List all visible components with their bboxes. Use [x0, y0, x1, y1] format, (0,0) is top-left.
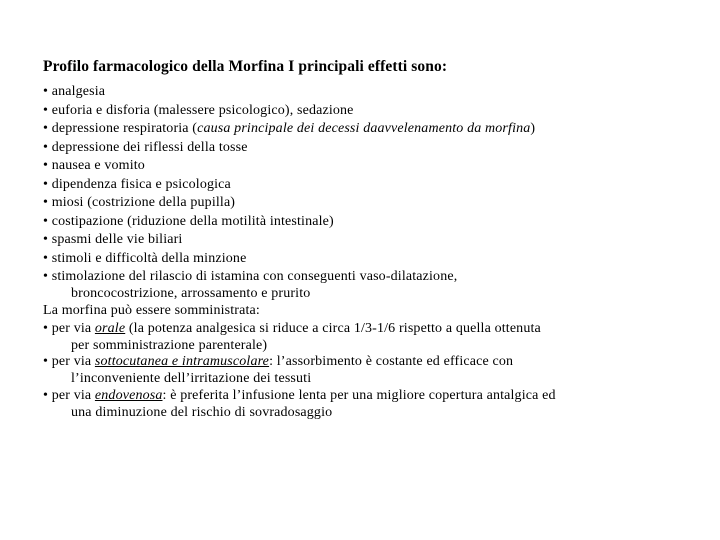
route-text: (la potenza analgesica si riduce a circa 1/3-1/6 rispetto a quella ottenuta: [125, 320, 541, 336]
bullet: •: [43, 84, 49, 99]
effect-text: ): [530, 121, 536, 136]
bullet: •: [43, 213, 49, 229]
admin-intro: La morfina può essere somministrata:: [43, 302, 260, 318]
effect-text: nausea e vomito: [51, 158, 145, 173]
bullet: •: [43, 232, 49, 247]
effect-text-continuation: broncocostrizione, arrossamento e prurito: [71, 286, 311, 301]
list-item: [43, 176, 703, 194]
list-item: [43, 320, 703, 353]
effect-text: miosi (costrizione della pupilla): [51, 195, 236, 210]
list-item: [43, 139, 703, 157]
route-italic-text: endovenosa: [94, 387, 163, 403]
route-text-continuation: l’inconveniente dell’irritazione dei tessuti: [71, 371, 312, 386]
bullet: •: [43, 121, 49, 136]
effect-text: depressione dei riflessi della tosse: [51, 139, 248, 155]
bullet: •: [43, 158, 49, 173]
list-item: [43, 194, 703, 212]
effect-text: euforia e disforia (malessere psicologico), sedazione: [51, 102, 354, 118]
effect-text: dipendenza fisica e psicologica: [51, 176, 231, 192]
list-item: [43, 213, 703, 231]
route-text: per via: [51, 320, 95, 336]
route-text: per via: [51, 354, 95, 369]
route-text: per via: [51, 387, 95, 403]
effect-italic-text: causa principale dei decessi daavvelenamento da morfina: [197, 121, 531, 136]
bullet: •: [43, 195, 49, 210]
slide-content: [43, 57, 703, 420]
route-italic-text: orale: [94, 320, 126, 336]
list-item: [43, 353, 703, 386]
route-text: : è preferita l’infusione lenta per una migliore copertura antalgica ed: [162, 387, 556, 403]
list-item: [43, 83, 703, 101]
bullet: •: [43, 269, 49, 284]
effect-text: depressione respiratoria (: [51, 121, 198, 136]
bullet: •: [43, 354, 49, 369]
route-text: : l’assorbimento è costante ed efficace con: [269, 354, 514, 369]
bullet: •: [43, 320, 49, 336]
effect-text: stimolazione del rilascio di istamina con conseguenti vaso-dilatazione,: [51, 269, 458, 284]
bullet: •: [43, 139, 49, 155]
route-italic-text: sottocutanea e intramuscolare: [94, 354, 270, 369]
bullet: •: [43, 250, 49, 266]
list-item: [43, 157, 703, 175]
list-item: [43, 268, 703, 301]
bullet: •: [43, 176, 49, 192]
route-text-continuation: per somministrazione parenterale): [71, 337, 268, 353]
list-item: [43, 120, 703, 138]
effect-text: analgesia: [51, 84, 106, 99]
effect-text: costipazione (riduzione della motilità intestinale): [51, 213, 334, 229]
slide-title: Profilo farmacologico della Morfina I principali effetti sono:: [43, 58, 448, 75]
route-text-continuation: una diminuzione del rischio di sovradosaggio: [71, 404, 333, 420]
bullet: •: [43, 102, 49, 118]
list-item: [43, 102, 703, 120]
list-item: [43, 250, 703, 268]
effect-text: stimoli e difficoltà della minzione: [51, 250, 247, 266]
bullet: •: [43, 387, 49, 403]
list-item: [43, 231, 703, 249]
list-item: [43, 387, 703, 420]
effect-text: spasmi delle vie biliari: [51, 232, 183, 247]
